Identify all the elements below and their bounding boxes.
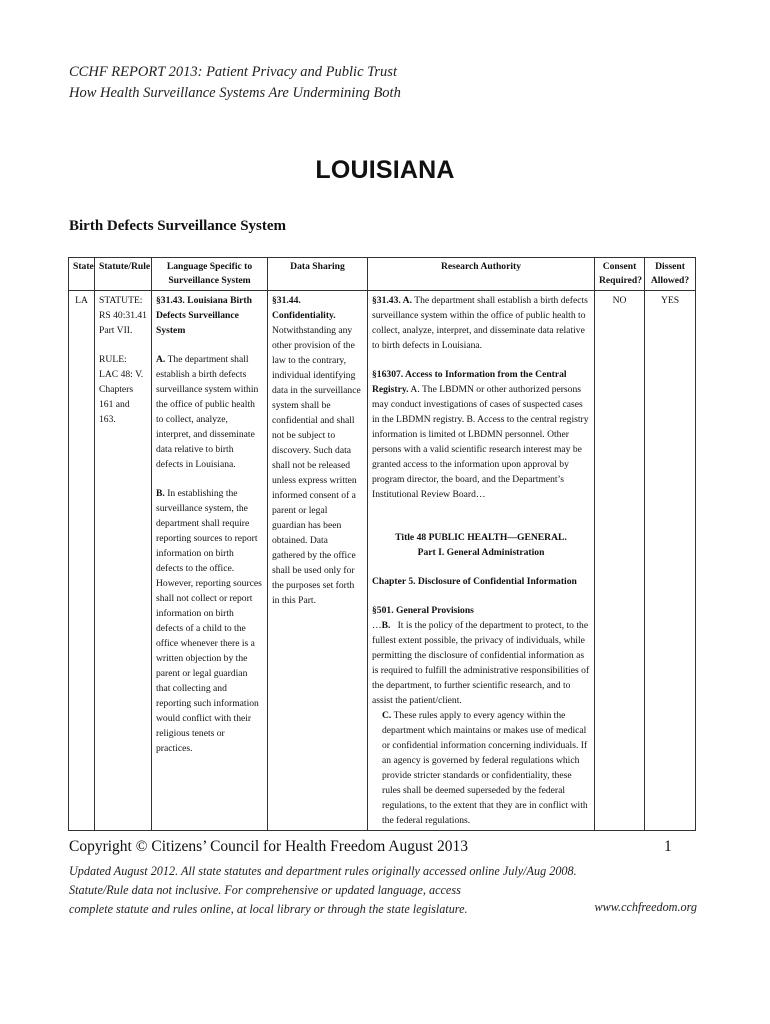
footer-notes bbox=[69, 862, 577, 919]
header-dissent: Dissent Allowed? bbox=[645, 258, 696, 291]
paragraph-a-text: The department shall establish a birth defects surveillance system within the office of public health to collect, analyze, interpret, and disseminate data relative to birth defects in Louisiana. bbox=[156, 354, 259, 470]
title48-heading: Title 48 PUBLIC HEALTH—GENERAL. bbox=[395, 532, 567, 543]
section501-b-label: B. bbox=[381, 620, 391, 631]
table-header-row bbox=[69, 258, 696, 291]
state-title: LOUISIANA bbox=[315, 156, 455, 184]
sharing-section-title: §31.44. Confidentiality. bbox=[272, 295, 336, 321]
language-paragraph-b bbox=[156, 486, 263, 756]
table-row bbox=[69, 291, 696, 831]
statute-text: STATUTE: RS 40:31.41 Part VII. bbox=[99, 295, 147, 336]
section501-heading: §501. General Provisions bbox=[372, 605, 474, 616]
section501-c-label: C. bbox=[382, 710, 392, 721]
cell-dissent: YES bbox=[645, 291, 696, 831]
research-paragraph-2 bbox=[372, 367, 590, 502]
rule-text: RULE: LAC 48: V. Chapters 161 and 163. bbox=[99, 354, 144, 425]
report-header-line2: How Health Surveillance Systems Are Undermining Both bbox=[69, 85, 401, 101]
language-section-title: §31.43. Louisiana Birth Defects Surveillance System bbox=[156, 295, 252, 336]
report-header-line1: CCHF REPORT 2013: Patient Privacy and Public Trust bbox=[69, 64, 397, 80]
footer-copyright: Copyright © Citizens’ Council for Health Freedom August 2013 bbox=[69, 838, 468, 855]
footer-note-2: Statute/Rule data not inclusive. For comprehensive or updated language, access bbox=[69, 883, 461, 897]
research-p1-text: The department shall establish a birth defects surveillance system within the office of public health to collect, analyze, interpret, and disseminate data relative to birth defects in Louisiana. bbox=[372, 295, 588, 351]
footer-website-link[interactable]: www.cchfreedom.org bbox=[594, 900, 697, 914]
report-header bbox=[69, 62, 401, 104]
cell-state: LA bbox=[69, 291, 95, 831]
research-paragraph-1 bbox=[372, 293, 590, 353]
header-data-sharing: Data Sharing bbox=[268, 258, 368, 291]
section501-c-text: These rules apply to every agency within the department which maintains or makes use of medical or confidential information concerning individuals. If an agency is governed by federal regulations which provide stricter standards or confidentiality, these rules shall be deemed superseded by the federal regulations, to the extent that they are in conflict with the federal regulations. bbox=[382, 710, 588, 826]
sharing-text: Notwithstanding any other provision of the law to the contrary, individual identifying data in the surveillance system shall be confidential and shall not be subject to discovery. Such data shall not be released unless express written informed consent of a parent or legal guardian has been obtained. Data gathered by the office shall be used only for the purposes set forth in this Part. bbox=[272, 325, 361, 606]
paragraph-b-label: B. bbox=[156, 488, 165, 499]
part1-heading: Part I. General Administration bbox=[417, 547, 545, 558]
header-research-authority: Research Authority bbox=[368, 258, 595, 291]
header-consent: Consent Required? bbox=[595, 258, 645, 291]
header-language: Language Specific to Surveillance System bbox=[152, 258, 268, 291]
chapter5-heading: Chapter 5. Disclosure of Confidential Information bbox=[372, 576, 577, 587]
system-title: Birth Defects Surveillance System bbox=[69, 218, 287, 234]
header-state: State bbox=[69, 258, 95, 291]
ellipsis: … bbox=[372, 620, 382, 631]
statute-table bbox=[68, 257, 696, 831]
section501-paragraph-c bbox=[372, 708, 590, 828]
footer-note-1: Updated August 2012. All state statutes and department rules originally accessed online July/Aug 2008. bbox=[69, 864, 577, 878]
cell-statute bbox=[95, 291, 152, 831]
footer-note-3: complete statute and rules online, at local library or through the state legislature. bbox=[69, 902, 468, 916]
paragraph-b-text: In establishing the surveillance system, the department shall require reporting sources to report information on birth defects to the office. However, reporting sources shall not collect or report information on birth defects of a child to the office whenever there is a written objection by the parent or legal guardian that collecting and reporting such information would conflict with their religious tenets or practices. bbox=[156, 488, 262, 754]
cell-research-authority bbox=[368, 291, 595, 831]
cell-consent: NO bbox=[595, 291, 645, 831]
research-p2-text: A. The LBDMN or other authorized persons may conduct investigations of cases of suspected cases in the LBDMN registry. B. Access to the central registry information is limited ot LBDMN personnel. Other persons with a valid scientific research interest may be granted access to the information upon approval by program director, the board, and the Department’s Institutional Review Board… bbox=[372, 384, 589, 500]
research-p2-label: §16307. Access to Information from the Central Registry. bbox=[372, 369, 567, 395]
page-number: 1 bbox=[664, 838, 672, 855]
header-statute: Statute/Rule bbox=[95, 258, 152, 291]
language-paragraph-a bbox=[156, 352, 263, 472]
section501-paragraph-b bbox=[372, 618, 590, 708]
cell-data-sharing bbox=[268, 291, 368, 831]
paragraph-a-label: A. bbox=[156, 354, 166, 365]
cell-language bbox=[152, 291, 268, 831]
research-p1-label: §31.43. A. bbox=[372, 295, 412, 306]
section501-b-text: It is the policy of the department to protect, to the fullest extent possible, the privacy of individuals, while permitting the disclosure of confidential information as is required to fulfill the administrative responsibilities of the department, to further scientific research, and to assist the patient/client. bbox=[372, 620, 590, 706]
